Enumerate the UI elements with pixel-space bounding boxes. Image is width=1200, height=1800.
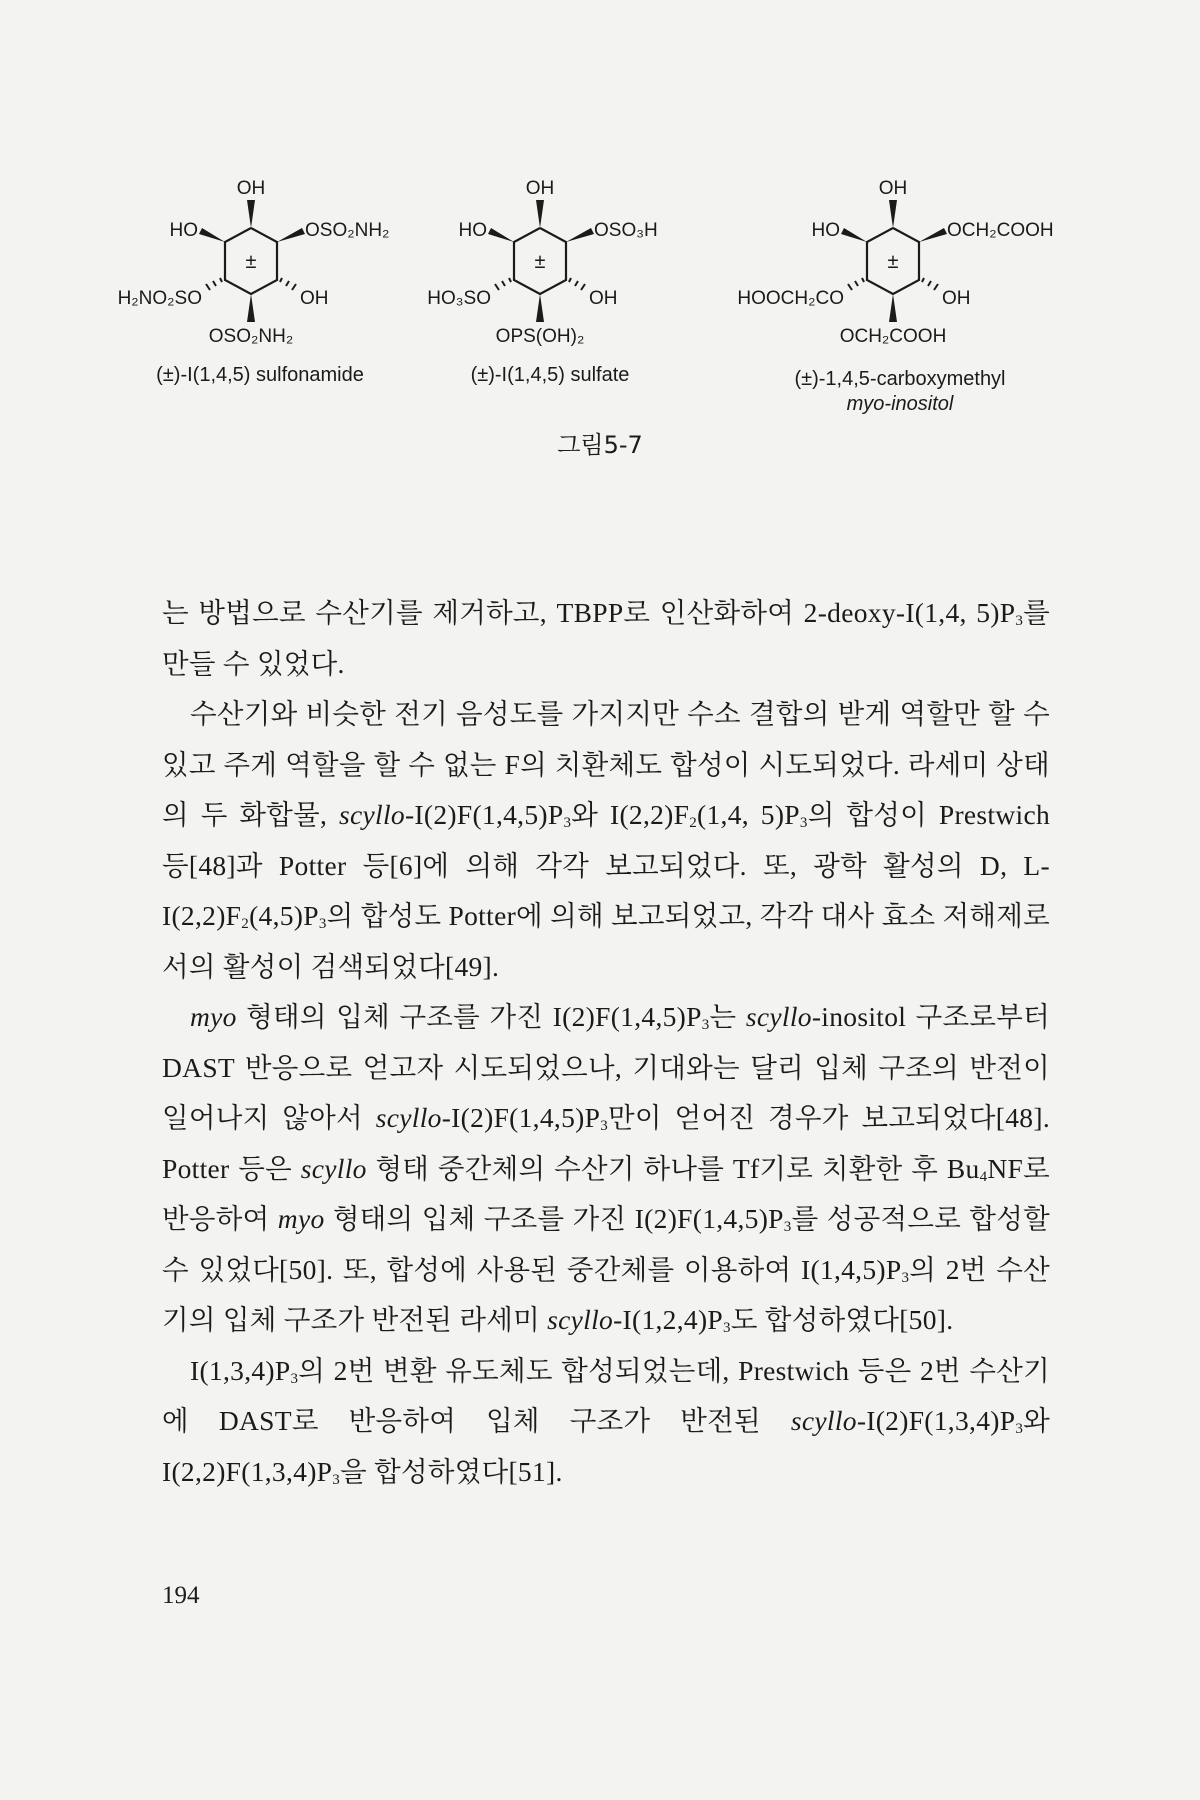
label-lower-right: OH [942, 288, 971, 309]
paragraph-1: 는 방법으로 수산기를 제거하고, TBPP로 인산화하여 2-deoxy-I(1,4, $5)P_3$를 만들 수 있었다. [162, 597, 1050, 679]
racemic-symbol: ± [245, 251, 257, 273]
wedge-bond [199, 228, 225, 242]
label-bottom: OPS(OH)₂ [495, 326, 585, 347]
label-lower-right: OH [300, 288, 329, 309]
label-top: OH [236, 180, 266, 199]
label-top: OH [878, 180, 908, 199]
wedge-bond [566, 228, 594, 242]
wedge-bond [889, 200, 897, 228]
figure-label: 그림5-7 [557, 431, 643, 459]
label-bottom: OSO₂NH₂ [208, 326, 294, 347]
label-bottom: OCH₂COOH [839, 326, 947, 347]
figure-5-7 [0, 180, 1200, 520]
body-text [162, 588, 1050, 1497]
racemic-symbol: ± [887, 251, 899, 273]
hash-bond [569, 278, 585, 290]
hash-bond [922, 278, 938, 290]
wedge-bond [536, 200, 544, 228]
hash-bond [280, 278, 296, 290]
hash-bond [495, 278, 511, 290]
wedge-bond [841, 228, 867, 242]
label-lower-left: HOOCH₂CO [737, 288, 844, 309]
label-top: OH [525, 180, 555, 199]
caption-sulfonamide [120, 363, 400, 388]
wedge-bond [536, 294, 544, 322]
racemic-symbol: ± [534, 251, 546, 273]
paragraph-2: 수산기와 비슷한 전기 음성도를 가지지만 수소 결합의 받게 역할만 할 수 있고 주게 역할을 할 수 없는 F의 치환체도 합성이 시도되었다. 라세미 상태의 두 화합물, scyllo-$I(2)F(1,4,5)P_3$와 $I(2,2)F_2(1,4$, $5)P_3$의 합성이 Prestwich 등[48]과 Potter 등[6]에 의해 각각 보고되었다. 또, 광학 활성의 D, $L-I(2,2)F_2(4,5)P_3$의 합성도 Potter에 의해 보고되었고, 각각 대사 효소 저해제로서의 활성이 검색되었다[49]. [162, 698, 1051, 982]
label-upper-left: HO [811, 220, 840, 241]
paragraph-3: myo 형태의 입체 구조를 가진 $I(2)F(1,4,5)P_3$는 scyllo-inositol 구조로부터 DAST 반응으로 얻고자 시도되었으나, 기대와는 달리 입체 구조의 반전이 일어나지 않아서 scyllo-$I(2)F(1,4,5)P_3$만이 얻어진 경우가 보고되었다[48]. Potter 등은 scyllo 형태 중간체의 수산기 하나를 Tf기로 치환한 후 $Bu_4NF$로 반응하여 myo 형태의 입체 구조를 가진 $I(2)F(1,4,5)P_3$를 성공적으로 합성할 수 있었다[50]. 또, 합성에 사용된 중간체를 이용하여 $I(1,4,5)P_3$의 2번 수산기의 입체 구조가 반전된 라세미 scyllo-$I(1,2,4)P_3$도 합성하였다[50]. [162, 1001, 1051, 1336]
wedge-bond [277, 228, 305, 242]
caption-sulfate [430, 363, 670, 388]
caption-text-italic: myo-inositol [846, 393, 954, 415]
wedge-bond [919, 228, 947, 242]
wedge-bond [488, 228, 514, 242]
label-lower-left: H₂NO₂SO [117, 288, 202, 309]
label-upper-left: HO [458, 220, 487, 241]
label-upper-left: HO [169, 220, 198, 241]
label-upper-right: OSO₃H [594, 220, 658, 241]
wedge-bond [247, 200, 255, 228]
caption-text: (±)-1,4,5-carboxymethyl [794, 368, 1006, 390]
caption-carboxymethyl [760, 367, 1040, 417]
wedge-bond [247, 294, 255, 322]
hash-bond [848, 278, 864, 290]
label-lower-left: HO₃SO [427, 288, 491, 309]
wedge-bond [889, 294, 897, 322]
hash-bond [206, 278, 222, 290]
page-number: 194 [162, 1582, 200, 1609]
paragraph-4: $I(1,3,4)P_3$의 2번 변환 유도체도 합성되었는데, Prestwich 등은 2번 수산기에 DAST로 반응하여 입체 구조가 반전된 scyllo-$I(2)F(1,3,4)P_3$와 $I(2,2)F(1,3,4)P_3$을 합성하였다[51]. [162, 1354, 1050, 1488]
label-lower-right: OH [589, 288, 618, 309]
label-upper-right: OSO₂NH₂ [305, 220, 390, 241]
caption-text: (±)-I(1,4,5) sulfonamide [156, 364, 364, 386]
caption-text: (±)-I(1,4,5) sulfate [470, 364, 630, 386]
label-upper-right: OCH₂COOH [947, 220, 1054, 241]
